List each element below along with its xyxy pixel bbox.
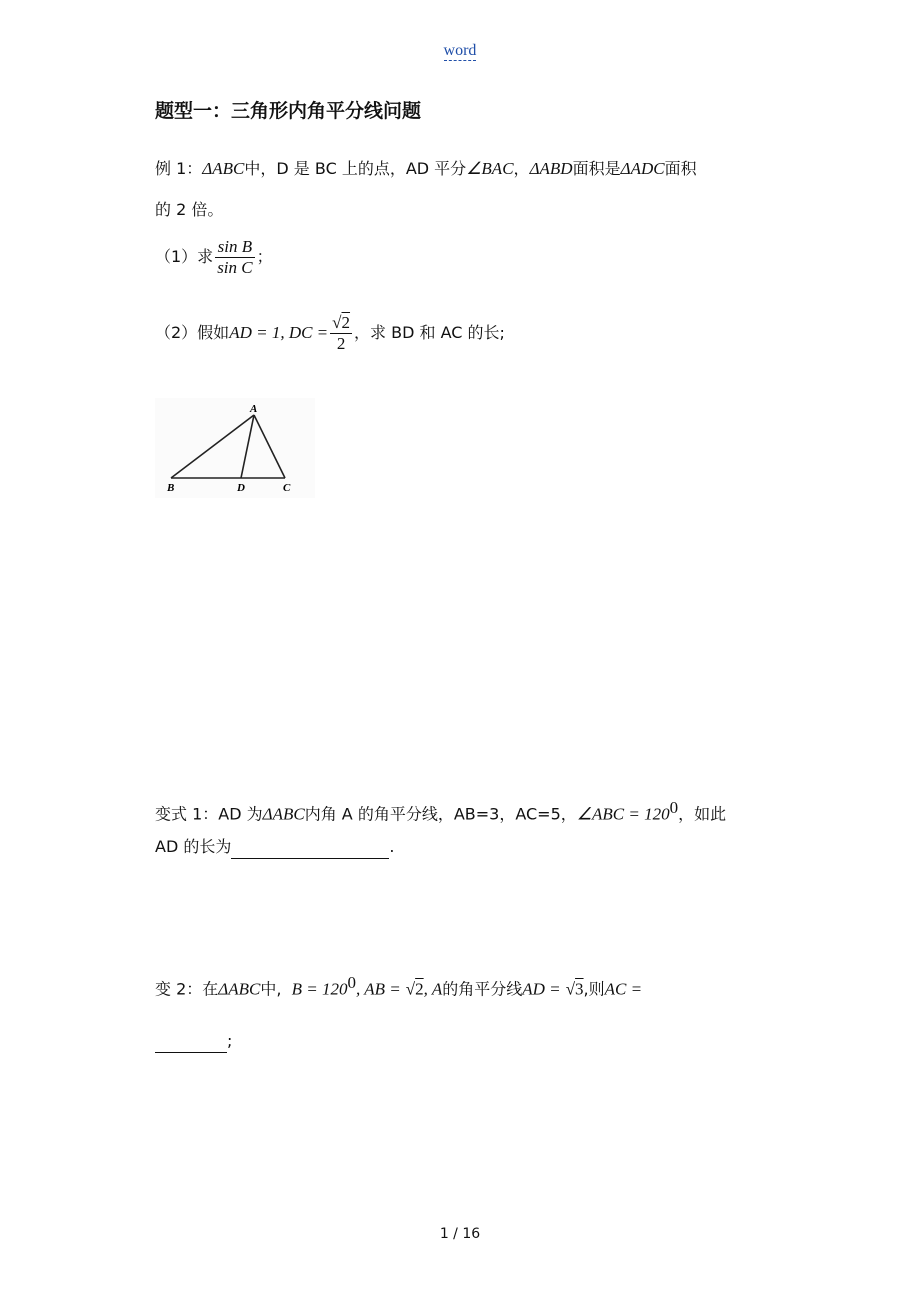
ac-eq: AC = <box>604 979 643 999</box>
example1-label: 例 1： <box>155 159 203 178</box>
page-number: 1 / 16 <box>439 1226 481 1242</box>
label-c: C <box>283 482 291 494</box>
degree-superscript: 0 <box>669 798 679 817</box>
fraction-denominator: 2 <box>336 334 346 353</box>
sqrt-radicand: 3 <box>575 979 584 999</box>
fraction-numerator: sin B <box>215 237 254 258</box>
answer-blank[interactable] <box>231 836 389 859</box>
sqrt-2: √2 <box>405 979 424 999</box>
triangle-abc: ΔABC <box>262 804 305 824</box>
variant2-line1 <box>155 972 642 1000</box>
triangle-abd: ΔABD <box>529 159 573 178</box>
q1-prefix: （1）求 <box>155 247 214 266</box>
q2-condition: AD = 1, DC = <box>229 323 329 342</box>
example1-text2: ， <box>513 159 530 178</box>
degree-superscript: 0 <box>347 973 356 992</box>
figure-background <box>155 398 315 498</box>
variant2-line2 <box>155 1030 232 1053</box>
label-a: A <box>250 403 258 415</box>
variant2-text1: 中, <box>260 979 282 999</box>
example1-text4: 面积 <box>664 159 697 178</box>
example1-line1 <box>155 158 697 180</box>
label-b: B <box>167 482 175 494</box>
fraction-denominator: sin C <box>217 258 253 277</box>
example1-text1: 中，D 是 BC 上的点，AD 平分 <box>244 159 467 178</box>
variant1-line2-prefix: AD 的长为 <box>155 837 232 856</box>
variant1-line2-suffix: . <box>389 837 395 856</box>
angle-abc: ∠ABC = 120 <box>576 804 670 824</box>
variant2-line2-suffix: ; <box>227 1031 233 1050</box>
variant2-a: , A <box>423 979 443 999</box>
sqrt-3: √3 <box>565 979 584 999</box>
page-header <box>0 42 920 60</box>
q2-suffix: ，求 BD 和 AC 的长; <box>354 323 505 342</box>
variant2-prefix: 变 2：在 <box>155 979 219 999</box>
triangle-figure <box>155 398 315 498</box>
fraction-sqrt2-over-2 <box>330 313 352 354</box>
q2-prefix: （2）假如 <box>155 323 230 342</box>
variant1-prefix: 变式 1：AD 为 <box>155 804 263 824</box>
header-word-link[interactable]: word <box>443 42 477 59</box>
section-title: 题型一：三角形内角平分线问题 <box>155 100 422 122</box>
label-d: D <box>237 482 245 494</box>
ad-eq: AD = <box>522 979 561 999</box>
example1-question2 <box>155 313 505 354</box>
angle-bac: ∠BAC <box>466 159 514 178</box>
angle-b-eq: B = 120 <box>291 979 348 999</box>
fraction-numerator: √2 <box>332 313 351 332</box>
variant1-text2: ，如此 <box>678 804 727 824</box>
variant1-text1: 内角 A 的角平分线，AB=3，AC=5， <box>304 804 577 824</box>
answer-blank[interactable] <box>155 1030 227 1053</box>
variant2-then: ,则 <box>583 979 605 999</box>
variant1-line1 <box>155 797 726 825</box>
triangle-abc: ΔABC <box>202 159 245 178</box>
sqrt-radicand: 2 <box>341 313 351 332</box>
example1-line2: 的 2 倍。 <box>155 200 224 219</box>
sqrt-radicand: 2 <box>415 979 424 999</box>
example1-question1 <box>155 237 273 278</box>
variant1-line2 <box>155 836 394 859</box>
triangle-abc: ΔABC <box>218 979 261 999</box>
q1-suffix: ； <box>256 247 273 266</box>
ab-eq: , AB = <box>356 979 401 999</box>
fraction-sinb-sinc <box>215 237 254 278</box>
variant2-bisector-text: 的角平分线 <box>442 979 523 999</box>
triangle-adc: ΔADC <box>620 159 665 178</box>
example1-text3: 面积是 <box>572 159 621 178</box>
